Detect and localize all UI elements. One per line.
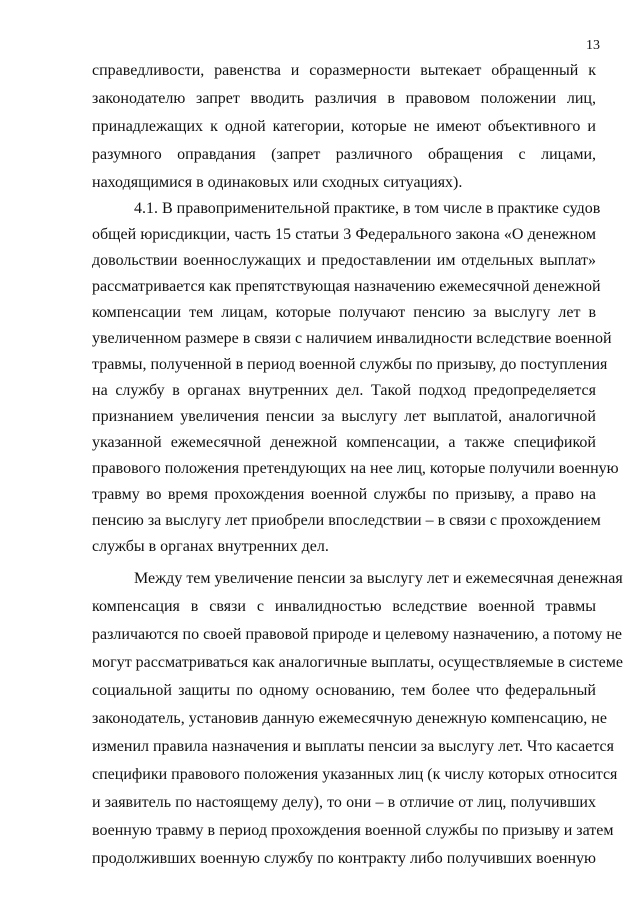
text-line: разумного оправдания (запрет различного обращения с лицами, [92,146,596,163]
text-line: законодателю запрет вводить различия в правовом положении лиц, [92,90,596,107]
text-line: довольствии военнослужащих и предоставлении им отдельных выплат» [92,252,596,269]
text-line: на службу в органах внутренних дел. Такой подход предопределяется [92,382,596,399]
text-line: и заявитель по настоящему делу), то они – в отличие от лиц, получивших [92,794,596,811]
text-line: различаются по своей правовой природе и целевому назначению, а потому не [92,626,623,643]
text-line: Между тем увеличение пенсии за выслугу лет и ежемесячная денежная [134,570,623,587]
text-line: законодатель, установив данную ежемесячную денежную компенсацию, не [92,710,607,727]
text-line: общей юрисдикции, часть 15 статьи 3 Федерального закона «О денежном [92,226,596,243]
text-line: специфики правового положения указанных лиц (к числу которых относится [92,766,618,783]
text-line: принадлежащих к одной категории, которые не имеют объективного и [92,118,596,135]
text-line: травмы, полученной в период военной службы по призыву, до поступления [92,356,608,373]
text-line: компенсации тем лицам, которые получают пенсию за выслугу лет в [92,304,596,321]
text-line: травму во время прохождения военной службы по призыву, а право на [92,486,596,503]
text-line: рассматривается как препятствующая назначению ежемесячной денежной [92,278,601,295]
text-line: службы в органах внутренних дел. [92,538,329,555]
text-line: продолживших военную службу по контракту либо получивших военную [92,850,596,867]
text-line: социальной защиты по одному основанию, тем более что федеральный [92,682,596,699]
text-line: изменил правила назначения и выплаты пенсии за выслугу лет. Что касается [92,738,615,755]
text-line: правового положения претендующих на нее лиц, которые получили военную [92,460,619,477]
text-line: увеличенном размере в связи с наличием инвалидности вследствие военной [92,330,612,347]
page-number: 13 [586,38,600,53]
text-line: могут рассматриваться как аналогичные выплаты, осуществляемые в системе [92,654,623,671]
text-line: находящимися в одинаковых или сходных ситуациях). [92,174,463,191]
text-line: справедливости, равенства и соразмерности вытекает обращенный к [92,62,596,79]
text-line: указанной ежемесячной денежной компенсации, а также спецификой [92,434,596,451]
text-line: пенсию за выслугу лет приобрели впоследствии – в связи с прохождением [92,512,601,529]
text-line: военную травму в период прохождения военной службы по призыву и затем [92,822,614,839]
text-line: признанием увеличения пенсии за выслугу лет выплатой, аналогичной [92,408,596,425]
text-line: 4.1. В правоприменительной практике, в том числе в практике судов [134,200,601,217]
text-line: компенсация в связи с инвалидностью вследствие военной травмы [92,598,596,615]
